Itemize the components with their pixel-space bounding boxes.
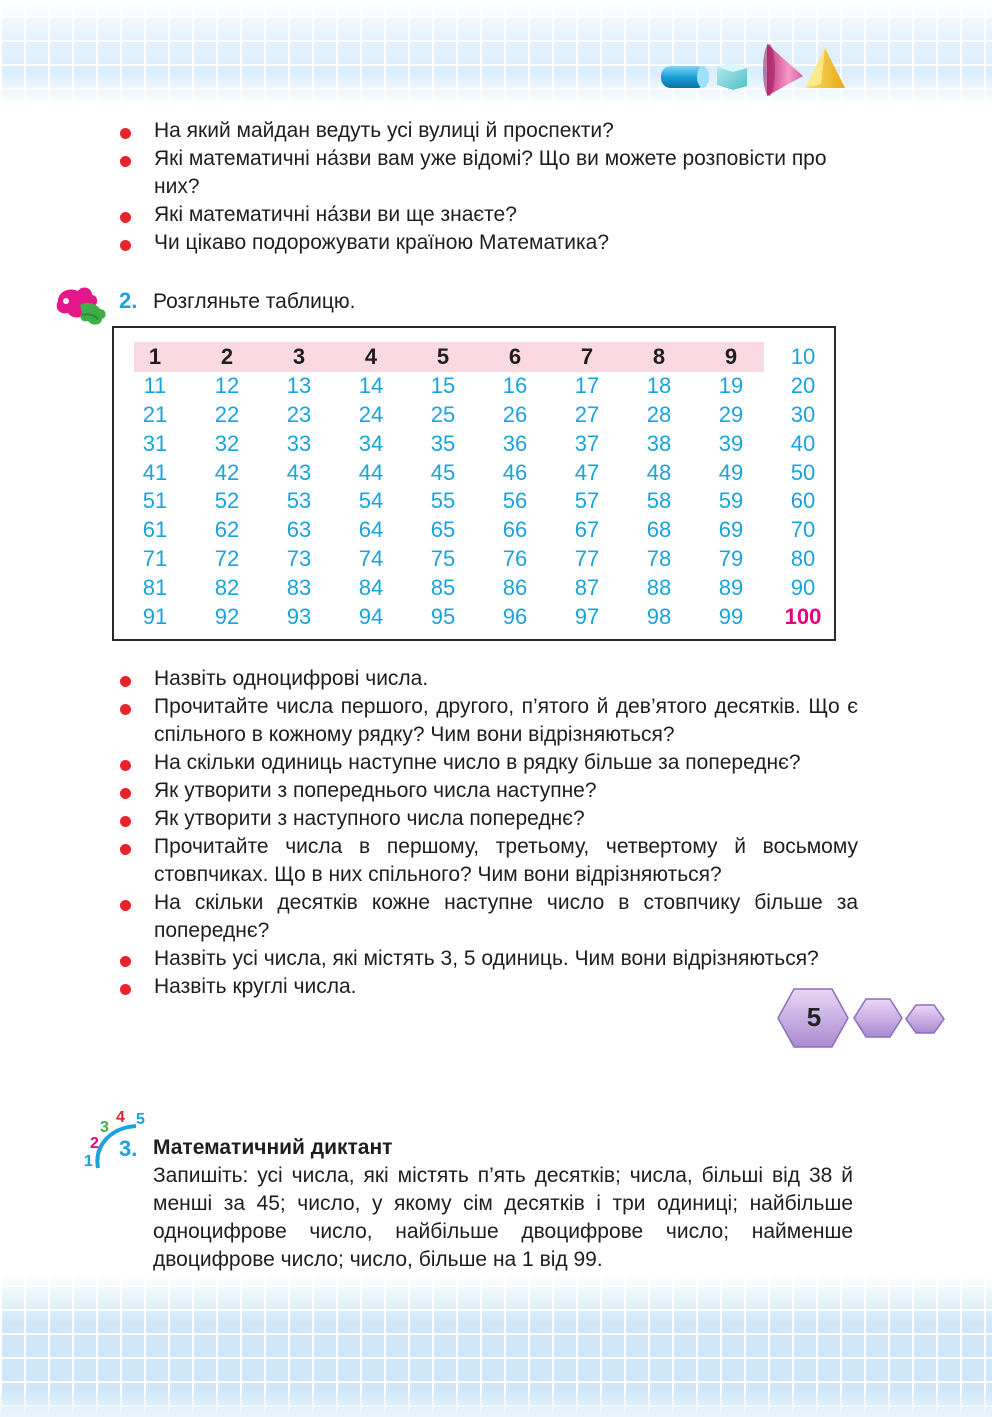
table-cell: 53 <box>286 488 312 514</box>
table-cell: 97 <box>574 604 600 630</box>
table-cell: 11 <box>143 372 167 398</box>
table-cell: 77 <box>574 546 600 572</box>
list-item: Назвіть усі числа, які містять 3, 5 одиниць. Чим вони відрізняються? <box>118 945 858 973</box>
table-cell: 42 <box>214 459 240 485</box>
table-cell: 48 <box>646 459 672 485</box>
table-cell: 31 <box>142 430 168 456</box>
intro-question-list <box>118 117 858 257</box>
list-item: Які математичні на́зви ви ще знаєте? <box>118 201 858 229</box>
list-item: Назвіть круглі числа. <box>118 973 858 1001</box>
table-cell: 69 <box>718 517 744 543</box>
list-item: Які математичні на́зви вам уже відомі? Що ви можете розповісти про них? <box>118 145 858 201</box>
table-cell: 83 <box>286 575 312 601</box>
table-cell: 40 <box>790 430 816 456</box>
bullet-icon <box>120 240 131 251</box>
table-cell: 99 <box>718 604 744 630</box>
table-cell: 22 <box>214 401 240 427</box>
table-cell: 58 <box>646 488 672 514</box>
table-cell: 21 <box>142 401 168 427</box>
bullet-icon <box>120 984 131 995</box>
table-cell: 39 <box>718 430 744 456</box>
table-question-list <box>118 665 858 1001</box>
footer-grid-band <box>0 1275 992 1417</box>
table-cell: 13 <box>286 372 312 398</box>
table-cell: 57 <box>574 488 600 514</box>
table-cell: 93 <box>286 604 312 630</box>
table-cell: 98 <box>646 604 672 630</box>
list-item: На скільки одиниць наступне число в рядку більше за попереднє? <box>118 749 858 777</box>
table-cell: 95 <box>430 604 456 630</box>
table-cell: 28 <box>646 401 672 427</box>
table-cell: 19 <box>718 372 744 398</box>
table-cell: 33 <box>286 430 312 456</box>
bullet-icon <box>120 816 131 827</box>
table-cell: 25 <box>430 401 456 427</box>
task-number: 2. <box>119 288 138 313</box>
table-cell: 43 <box>286 459 312 485</box>
table-cell: 70 <box>790 517 816 543</box>
digit-1: 1 <box>84 1153 93 1170</box>
table-cell: 38 <box>646 430 672 456</box>
table-cell: 59 <box>718 488 744 514</box>
table-cell: 54 <box>358 488 384 514</box>
list-item: Прочитайте числа в першому, третьому, четвертому й восьмому стовпчиках. Що в них спільного? Чим вони відрізняються? <box>118 833 858 889</box>
table-cell: 50 <box>790 459 816 485</box>
table-cell: 8 <box>652 344 666 369</box>
table-cell: 24 <box>358 401 384 427</box>
table-cell: 16 <box>502 372 528 398</box>
table-cell: 90 <box>790 575 816 601</box>
table-cell: 72 <box>214 546 240 572</box>
table-cell: 79 <box>718 546 744 572</box>
table-cell: 80 <box>790 546 816 572</box>
table-cell: 14 <box>358 372 384 398</box>
table-cell: 100 <box>784 604 822 630</box>
task-title: Розгляньте таблицю. <box>153 290 356 313</box>
list-item: На скільки десятків кожне наступне число в стовпчику більше за попереднє? <box>118 889 858 945</box>
table-cell: 89 <box>718 575 744 601</box>
bullet-icon <box>120 760 131 771</box>
bullet-icon <box>120 212 131 223</box>
table-cell: 88 <box>646 575 672 601</box>
table-cell: 32 <box>214 430 240 456</box>
table-cell: 64 <box>358 517 384 543</box>
table-cell: 30 <box>790 401 816 427</box>
list-item: Чи цікаво подорожувати країною Математика? <box>118 229 858 257</box>
bullet-icon <box>120 900 131 911</box>
table-cell: 12 <box>214 372 240 398</box>
table-cell: 56 <box>502 488 528 514</box>
puzzle-pieces-icon <box>52 283 108 327</box>
bullet-icon <box>120 956 131 967</box>
list-item: Як утворити з наступного числа попереднє? <box>118 805 858 833</box>
table-cell: 10 <box>790 344 816 369</box>
table-cell: 60 <box>790 488 816 514</box>
digit-4: 4 <box>116 1109 125 1126</box>
table-cell: 27 <box>574 401 600 427</box>
table-cell: 2 <box>220 344 234 369</box>
table-cell: 68 <box>646 517 672 543</box>
table-cell: 36 <box>502 430 528 456</box>
table-cell: 3 <box>292 344 306 369</box>
table-cell: 37 <box>574 430 600 456</box>
bullet-icon <box>120 788 131 799</box>
table-cell: 73 <box>286 546 312 572</box>
table-cell: 51 <box>142 488 168 514</box>
bullet-icon <box>120 128 131 139</box>
table-cell: 35 <box>430 430 456 456</box>
table-cell: 86 <box>502 575 528 601</box>
table-cell: 7 <box>580 344 594 369</box>
digit-3: 3 <box>100 1119 109 1136</box>
table-cell: 15 <box>430 372 456 398</box>
table-cell: 74 <box>358 546 384 572</box>
table-cell: 41 <box>142 459 168 485</box>
list-item: Назвіть одноцифрові числа. <box>118 665 858 693</box>
table-cell: 26 <box>502 401 528 427</box>
table-cell: 49 <box>718 459 744 485</box>
bullet-icon <box>120 676 131 687</box>
table-cell: 1 <box>148 344 162 369</box>
page-number: 5 <box>806 1002 822 1032</box>
table-cell: 67 <box>574 517 600 543</box>
table-cell: 91 <box>142 604 168 630</box>
table-cell: 17 <box>574 372 600 398</box>
hundred-table <box>112 326 836 641</box>
bullet-icon <box>120 844 131 855</box>
counting-numbers-icon <box>78 1106 158 1170</box>
table-cell: 29 <box>718 401 744 427</box>
table-cell: 71 <box>142 546 168 572</box>
table-cell: 46 <box>502 459 528 485</box>
bullet-icon <box>120 704 131 715</box>
table-cell: 65 <box>430 517 456 543</box>
table-cell: 6 <box>508 344 522 369</box>
table-cell: 94 <box>358 604 384 630</box>
table-cell: 18 <box>646 372 672 398</box>
list-item: Як утворити з попереднього числа наступне? <box>118 777 858 805</box>
table-cell: 5 <box>436 344 450 369</box>
table-cell: 84 <box>358 575 384 601</box>
digit-5: 5 <box>136 1111 145 1128</box>
task-title: Математичний диктант <box>153 1136 393 1159</box>
table-cell: 78 <box>646 546 672 572</box>
table-cell: 20 <box>790 372 816 398</box>
table-cell: 55 <box>430 488 456 514</box>
table-cell: 63 <box>286 517 312 543</box>
list-item: На який майдан ведуть усі вулиці й проспекти? <box>118 117 858 145</box>
table-cell: 47 <box>574 459 600 485</box>
task-number: 3. <box>119 1136 138 1161</box>
table-cell: 62 <box>214 517 240 543</box>
table-cell: 9 <box>724 344 738 369</box>
table-cell: 96 <box>502 604 528 630</box>
table-cell: 34 <box>358 430 384 456</box>
table-cell: 76 <box>502 546 528 572</box>
digit-2: 2 <box>90 1135 99 1152</box>
number-grid <box>119 342 839 631</box>
table-cell: 85 <box>430 575 456 601</box>
table-cell: 52 <box>214 488 240 514</box>
table-cell: 75 <box>430 546 456 572</box>
table-cell: 82 <box>214 575 240 601</box>
table-cell: 23 <box>286 401 312 427</box>
geometric-shapes-icon <box>655 40 845 100</box>
bullet-icon <box>120 156 131 167</box>
table-cell: 66 <box>502 517 528 543</box>
table-cell: 61 <box>142 517 168 543</box>
table-cell: 92 <box>214 604 240 630</box>
list-item: Прочитайте числа першого, другого, п’ятого й дев’ятого десятків. Що є спільного в кожному рядку? Чим вони відрізняються? <box>118 693 858 749</box>
table-cell: 81 <box>142 575 168 601</box>
dictation-text: Запишіть: усі числа, які містять п’ять десятків; числа, більші від 38 й менші за 45; число, у якому сім десятків і три одиниці; найбільше одноцифрове число, найбільше двоцифрове число; найменше двоцифрове число; число, більше на 1 від 99. <box>153 1164 853 1271</box>
table-cell: 87 <box>574 575 600 601</box>
table-cell: 44 <box>358 459 384 485</box>
table-cell: 4 <box>364 344 378 369</box>
table-cell: 45 <box>430 459 456 485</box>
